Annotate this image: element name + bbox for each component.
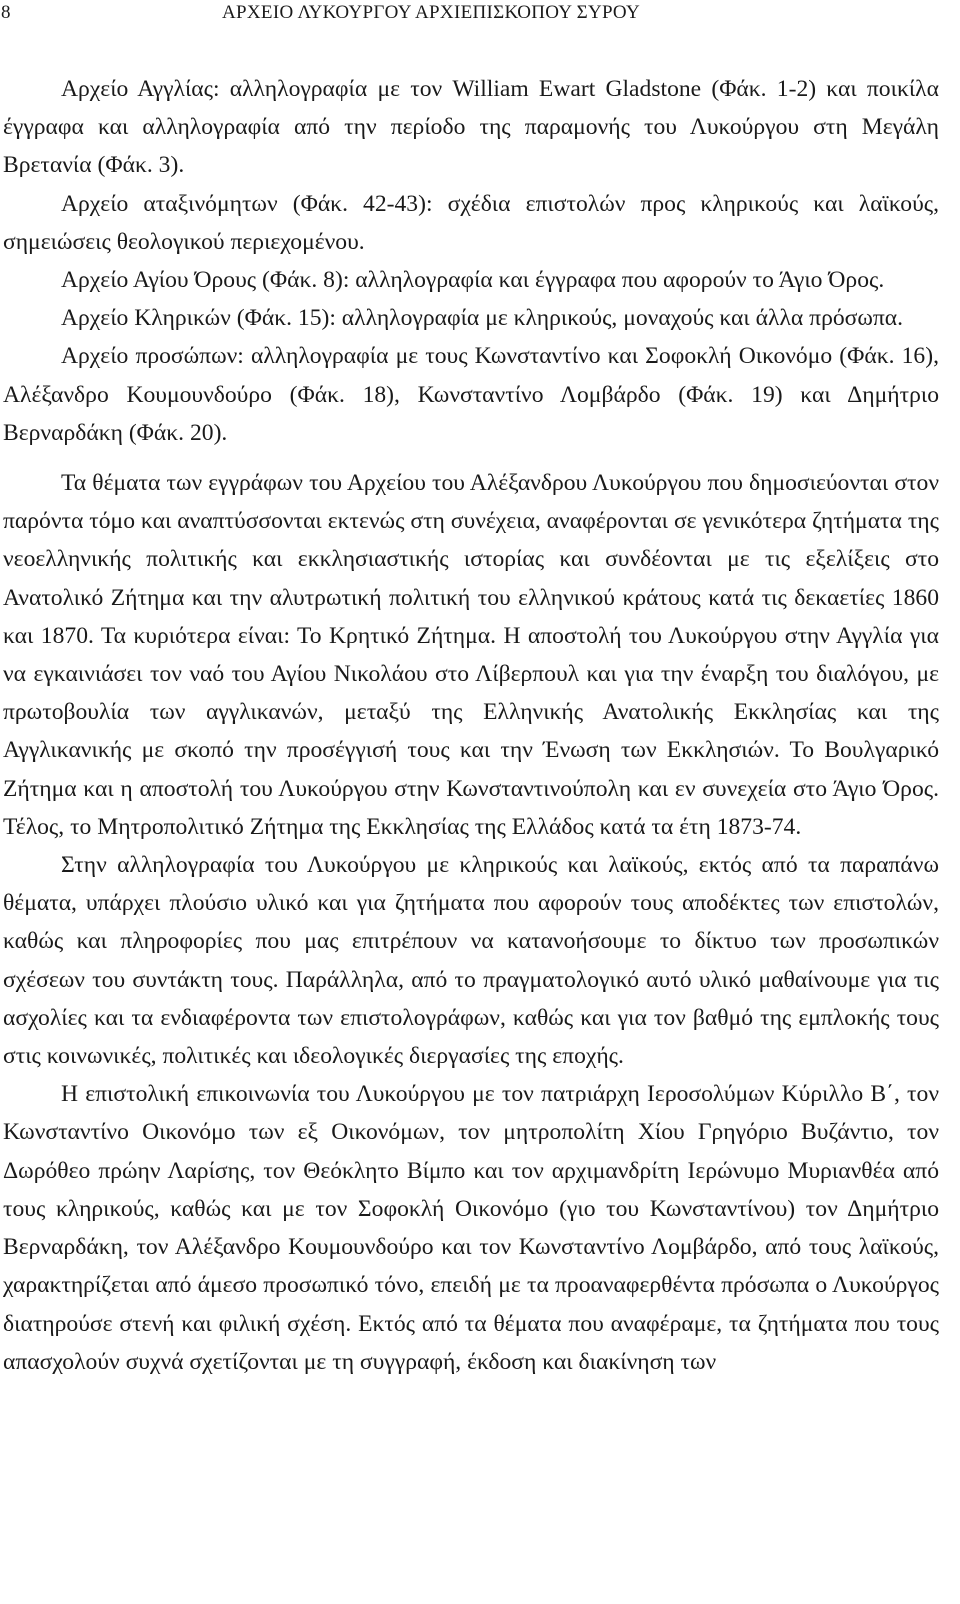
running-head: ΑΡΧΕΙΟ ΛΥΚΟΥΡΓΟΥ ΑΡΧΙΕΠΙΣΚΟΠΟΥ ΣΥΡΟΥ — [222, 2, 641, 23]
paragraph-epistolary-communication: Η επιστολική επικοινωνία του Λυκούργου με τον πατριάρχη Ιεροσολύμων Κύριλλο Β΄, τον Κωνσταντίνο Οικονόμο των εξ Οικονόμων, τον μητροπολίτη Χίου Γρηγόριο Βυζάντιο, τον Δωρόθεο πρώην Λαρίσης, τον Θεόκλητο Βίμπο και τον αρχιμανδρίτη Ιερώνυμο Μυριανθέα από τους κληρικούς, καθώς και με τον Σοφοκλή Οικονόμο (γιο του Κωνσταντίνου) τον Δημήτριο Βερναρδάκη, τον Αλέξανδρο Κουμουνδούρο και τον Κωνσταντίνο Λομβάρδο, από τους λαϊκούς, χαρακτηρίζεται από άμεσο προσωπικό τόνο, επειδή με τα προαναφερθέντα πρόσωπα ο Λυκούργος διατηρούσε στενή και φιλική σχέση. Εκτός από τα θέματα που αναφέραμε, τα ζητήματα που τους απασχολούν συχνά σχετίζονται με τη συγγραφή, έκδοση και διακίνηση των — [3, 1081, 939, 1375]
paragraph-topics: Τα θέματα των εγγράφων του Αρχείου του Αλέξανδρου Λυκούργου που δημοσιεύονται στον παρόντα τόμο και αναπτύσσονται εκτενώς στη συνέχεια, αναφέρονται σε γενικότερα ζητήματα της νεοελληνικής πολιτικής και εκκλησιαστικής ιστορίας και συνδέονται με τις εξελίξεις στο Ανατολικό Ζήτημα και την αλυτρωτική πολιτική του ελληνικού κράτους κατά τις δεκαετίες 1860 και 1870. Τα κυριότερα είναι: Το Κρητικό Ζήτημα. Η αποστολή του Λυκούργου στην Αγγλία για να εγκαινιάσει τον ναό του Αγίου Νικολάου στο Λίβερπουλ και για την έναρξη του διαλόγου, με πρωτοβουλία των αγγλικανών, μεταξύ της Ελληνικής Ανατολικής Εκκλησίας και της Αγγλικανικής με σκοπό την προσέγγισή τους και την Ένωση των Εκκλησιών. Το Βουλγαρικό Ζήτημα και η αποστολή του Λυκούργου στην Κωνσταντινούπολη και εν συνεχεία στο Άγιο Όρος. Τέλος, το Μητροπολιτικό Ζήτημα της Εκκλησίας της Ελλάδος κατά τα έτη 1873-74. — [3, 470, 939, 840]
page-header — [0, 2, 960, 30]
paragraph-correspondence: Στην αλληλογραφία του Λυκούργου με κληρικούς και λαϊκούς, εκτός από τα παραπάνω θέματα, υπάρχει πλούσιο υλικό και για ζητήματα που αφορούν τους αποδέκτες των επιστολών, καθώς και πληροφορίες που μας επιτρέπουν να κατανοήσουμε το δίκτυο των προσωπικών σχέσεων του συντάκτη τους. Παράλληλα, από το πραγματολογικό αυτό υλικό μαθαίνουμε για τις ασχολίες και τα ενδιαφέροντα των επιστολογράφων, καθώς και για τον βαθμό της εμπλοκής τους στις κοινωνικές, πολιτικές και ιδεολογικές διεργασίες της εποχής. — [3, 852, 939, 1070]
archive-entry-unsorted: Αρχείο αταξινόμητων (Φάκ. 42-43): σχέδια επιστολών προς κληρικούς και λαϊκούς, σημειώσεις θεολογικού περιεχομένου. — [3, 190, 939, 255]
body-text — [3, 70, 939, 1381]
archive-entry-persons: Αρχείο προσώπων: αλληλογραφία με τους Κωνσταντίνο και Σοφοκλή Οικονόμο (Φάκ. 16), Αλέξανδρο Κουμουνδούρο (Φάκ. 18), Κωνσταντίνο Λομβάρδο (Φάκ. 19) και Δημήτριο Βερναρδάκη (Φάκ. 20). — [3, 343, 939, 446]
archive-entry-mount-athos: Αρχείο Αγίου Όρους (Φάκ. 8): αλληλογραφία και έγγραφα που αφορούν το Άγιο Όρος. — [61, 267, 885, 294]
archive-entry-clergy: Αρχείο Κληρικών (Φάκ. 15): αλληλογραφία με κληρικούς, μοναχούς και άλλα πρόσωπα. — [61, 305, 904, 332]
archive-entry-england: Αρχείο Αγγλίας: αλληλογραφία με τον William Ewart Gladstone (Φάκ. 1-2) και ποικίλα έγγραφα και αλληλογραφία από την περίοδο της παραμονής του Λυκούργου στη Μεγάλη Βρετανία (Φάκ. 3). — [3, 76, 939, 179]
page-number: 8 — [1, 2, 11, 23]
